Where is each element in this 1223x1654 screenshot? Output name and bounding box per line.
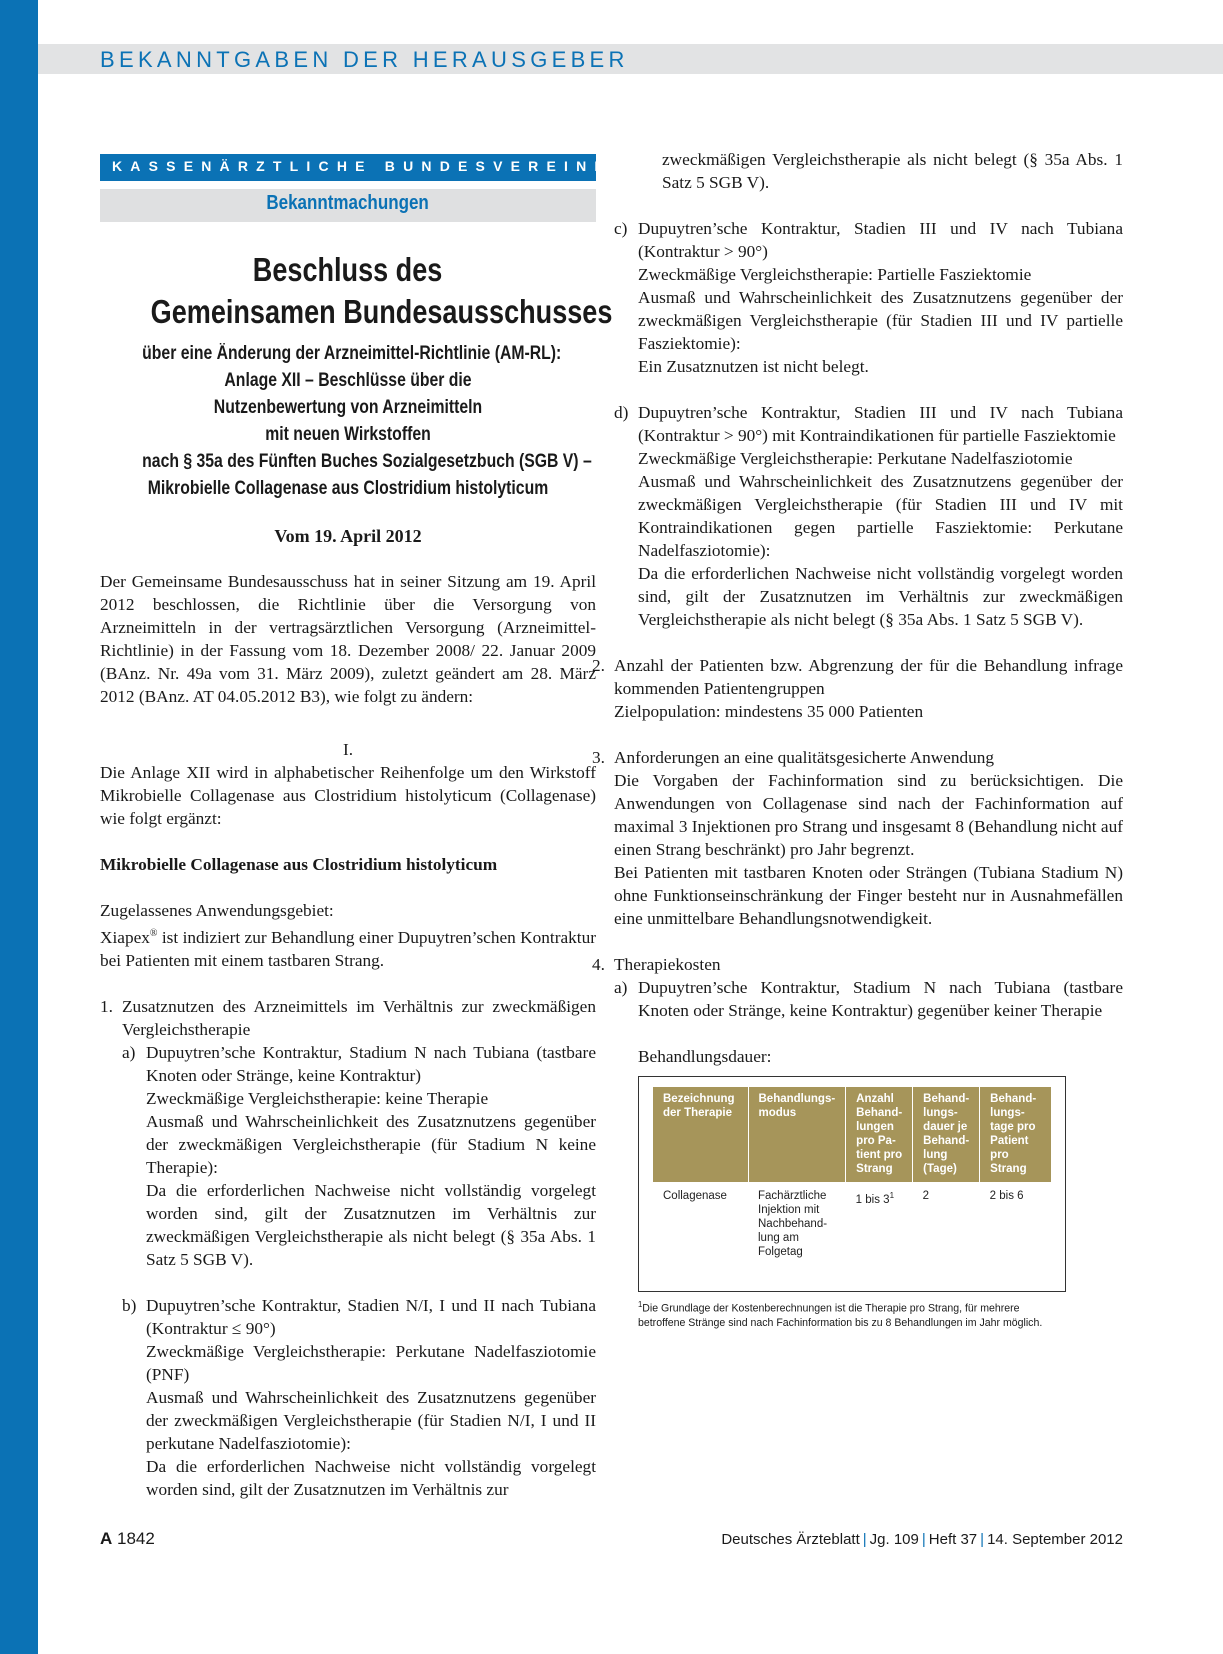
subtitle-line: mit neuen Wirkstoffen: [265, 424, 431, 445]
table-header-cell: Bezeichnung der Therapie: [653, 1087, 748, 1182]
table-header-cell: Behand-lungs-tage pro Patient pro Strang: [980, 1087, 1051, 1182]
cost-table: [653, 1087, 1051, 1266]
list-number: 2.: [592, 656, 605, 675]
sub-item-c: [614, 217, 1123, 378]
list-item-text: Therapiekosten: [614, 955, 721, 974]
sub-item-d: [614, 401, 1123, 631]
page-number-value: 1842: [117, 1529, 155, 1548]
sub-line: Ausmaß und Wahrscheinlichkeit des Zusatznutzens gegenüber der zweckmäßigen Vergleichstherapie (für Stadien III und IV mit Kontraindikationen gegen partielle Fasziektomie: Perkutane Nadelfasziotomie):: [638, 472, 1123, 560]
journal-footer: [721, 1531, 1123, 1548]
sub-number: a): [122, 1042, 136, 1062]
page-number: [100, 1529, 155, 1549]
sub-number: b): [122, 1295, 137, 1315]
list-number: 1.: [100, 996, 113, 1016]
article-date: Vom 19. April 2012: [274, 526, 422, 546]
table-header-cell: Anzahl Behand-lungen pro Pa-tient pro Strang: [846, 1087, 913, 1182]
subtitle-line: Mikrobielle Collagenase aus Clostridium histolyticum: [147, 478, 549, 499]
indication-text: ist indiziert zur Behandlung einer Dupuytren’schen Kontraktur bei Patienten mit einem tastbaren Strang.: [100, 927, 596, 970]
list-item-4: [592, 953, 1123, 1022]
page-prefix: A: [100, 1529, 113, 1548]
sub-number: c): [614, 219, 628, 238]
category-bar: [100, 189, 596, 222]
subtitle-line: über eine Änderung der Arzneimittel-Richtlinie (AM-RL):: [142, 343, 562, 364]
section-header: [38, 44, 1223, 74]
sub-line: Ausmaß und Wahrscheinlichkeit des Zusatznutzens gegenüber der zweckmäßigen Vergleichstherapie (für Stadien N/I, I und II perkutane Nadelfasziotomie):: [146, 1387, 596, 1453]
sub-line: Dupuytren’sche Kontraktur, Stadien N/I, I und II nach Tubiana (Kontraktur ≤ 90°): [146, 1295, 596, 1338]
table-cell: 2 bis 6: [989, 1190, 1024, 1202]
footer-separator: |: [980, 1531, 985, 1548]
duration-label: Behandlungsdauer:: [638, 1047, 772, 1066]
table-cell: Fachärztliche Injektion mit Nachbehand-lung am Folgetag: [758, 1190, 828, 1258]
footnote-text: Die Grundlage der Kostenberechnungen ist die Therapie pro Strang, für mehrere betroffene Stränge sind nach Fachinformation bis zu 8 Behandlungen im Jahr möglich.: [638, 1302, 1043, 1329]
section-header-text: BEKANNTGABEN DER HERAUSGEBER: [100, 47, 629, 72]
list-item-body: [122, 995, 596, 1501]
sub-item-b-continued: [638, 148, 1123, 194]
list-number: 4.: [592, 955, 605, 974]
kbv-label-bar: KASSENÄRZTLICHE BUNDESVEREINIGUNG: [100, 154, 596, 181]
list-item-3: [592, 746, 1123, 930]
subtitle-line: Nutzenbewertung von Arzneimitteln: [213, 397, 483, 418]
sub-line: Da die erforderlichen Nachweise nicht vollständig vorgelegt worden sind, gilt der Zusatznutzen im Verhältnis zur zweckmäßigen Vergleichstherapie als nicht belegt (§ 35a Abs. 1 Satz 5 SGB V).: [638, 564, 1123, 629]
sub-line: Zweckmäßige Vergleichstherapie: Perkutane Nadelfasziotomie (PNF): [146, 1341, 596, 1384]
journal-date: 14. September 2012: [987, 1531, 1123, 1548]
sub-number: a): [614, 978, 628, 997]
journal-name: Deutsches Ärzteblatt: [721, 1531, 860, 1548]
category-label: Bekanntmachungen: [266, 192, 430, 214]
sub-line: Dupuytren’sche Kontraktur, Stadium N nach Tubiana (tastbare Knoten oder Stränge, keine Kontraktur) gegenüber keiner Therapie: [638, 978, 1123, 1020]
table-cell: [846, 1182, 913, 1266]
journal-volume: Jg. 109: [869, 1531, 919, 1548]
right-column: [592, 148, 1123, 1330]
sub-line: Zweckmäßige Vergleichstherapie: Partielle Fasziektomie: [638, 265, 1032, 284]
list-item-text: Anforderungen an eine qualitätsgesicherte Anwendung: [614, 748, 995, 767]
sub-line: Ausmaß und Wahrscheinlichkeit des Zusatznutzens gegenüber der zweckmäßigen Vergleichstherapie (für Stadium N keine Therapie):: [146, 1111, 596, 1177]
sub-item-4a: [614, 976, 1123, 1022]
registered-mark: ®: [149, 928, 158, 939]
subtitle-line: nach § 35a des Fünften Buches Sozialgesetzbuch (SGB V) –: [142, 451, 592, 472]
sub-line: Da die erforderlichen Nachweise nicht vollständig vorgelegt worden sind, gilt der Zusatznutzen im Verhältnis zur zweckmäßigen Vergleichstherapie als nicht belegt (§ 35a Abs. 1 Satz 5 SGB V).: [146, 1180, 596, 1269]
table-row: [653, 1182, 1051, 1266]
footnote-mark: 1: [638, 1300, 643, 1309]
footnote-ref: 1: [889, 1191, 895, 1200]
title-line-1: Beschluss des: [253, 251, 443, 288]
list-item-paragraph: Bei Patienten mit tastbaren Knoten oder Strängen (Tubiana Stadium N) ohne Funktionseinschränkung der Finger besteht nur in Ausnahmefällen eine unmittelbare Behandlungsnotwendigkeit.: [614, 863, 1123, 928]
cost-table-box: [638, 1076, 1066, 1292]
article-subtitle: [100, 340, 596, 502]
list-item-paragraph: Die Vorgaben der Fachinformation sind zu berücksichtigen. Die Anwendungen von Collagenase sind nach der Fachinformation auf maximal 3 Injektionen pro Strang und insgesamt 8 (Behandlung nicht auf einen Strang beschränkt) pro Jahr begrenzt.: [614, 771, 1123, 859]
subtitle-line: Anlage XII – Beschlüsse über die: [224, 370, 472, 391]
sub-line: Dupuytren’sche Kontraktur, Stadien III und IV nach Tubiana (Kontraktur > 90°): [638, 219, 1123, 261]
sub-item-b: [122, 1294, 596, 1501]
footer-separator: |: [862, 1531, 867, 1548]
sub-item-a: [122, 1041, 596, 1271]
sub-line: Dupuytren’sche Kontraktur, Stadien III und IV nach Tubiana (Kontraktur > 90°) mit Kontraindikationen für partielle Fasziektomie: [638, 403, 1123, 445]
table-cell-value: 1 bis 3: [855, 1193, 890, 1206]
table-cell: Collagenase: [663, 1190, 727, 1202]
sub-line: zweckmäßigen Vergleichstherapie als nicht belegt (§ 35a Abs. 1 Satz 5 SGB V).: [662, 150, 1123, 192]
indication-paragraph: [100, 922, 596, 972]
table-header-row: [653, 1087, 1051, 1182]
journal-issue: Heft 37: [928, 1531, 978, 1548]
list-item-2: [592, 654, 1123, 723]
sub-line: Zweckmäßige Vergleichstherapie: Perkutane Nadelfasziotomie: [638, 449, 1073, 468]
indication-label: Zugelassenes Anwendungsgebiet:: [100, 901, 334, 920]
table-header-cell: Behandlungs-modus: [748, 1087, 846, 1182]
intro-paragraph: Der Gemeinsame Bundesausschuss hat in seiner Sitzung am 19. April 2012 beschlossen, die Richtlinie über die Versorgung von Arzneimitteln in der vertragsärztlichen Versorgung (Arzneimittel-Richtlinie) in der Fassung vom 18. Dezember 2008/ 22. Januar 2009 (BAnz. Nr. 49a vom 31. März 2009), zuletzt geändert am 28. März 2012 (BAnz. AT 04.05.2012 B3), wie folgt zu ändern:: [100, 572, 596, 706]
substance-heading: Mikrobielle Collagenase aus Clostridium histolyticum: [100, 855, 498, 874]
sub-line: Dupuytren’sche Kontraktur, Stadium N nach Tubiana (tastbare Knoten oder Stränge, keine Kontraktur): [146, 1042, 596, 1085]
sub-line: Ausmaß und Wahrscheinlichkeit des Zusatznutzens gegenüber der zweckmäßigen Vergleichstherapie (für Stadien III und IV partielle Fasziektomie):: [638, 288, 1123, 353]
list-item-1: [100, 995, 596, 1501]
sub-line: Zweckmäßige Vergleichstherapie: keine Therapie: [146, 1088, 489, 1108]
table-footnote: [638, 1298, 1078, 1330]
list-item-text: Anzahl der Patienten bzw. Abgrenzung der für die Behandlung infrage kommenden Patientengruppen: [614, 656, 1123, 698]
list-number: 3.: [592, 748, 605, 767]
sub-number: d): [614, 403, 629, 422]
left-accent-bar: [0, 0, 38, 1654]
sub-line: Ein Zusatznutzen ist nicht belegt.: [638, 357, 869, 376]
title-line-2: Gemeinsamen Bundesausschusses: [150, 293, 613, 330]
table-cell: 2: [922, 1190, 930, 1202]
table-header-cell: Behand-lungs-dauer je Behand-lung (Tage): [913, 1087, 980, 1182]
list-item-line: Zielpopulation: mindestens 35 000 Patienten: [614, 702, 924, 721]
footer-separator: |: [921, 1531, 926, 1548]
list-item-text: Zusatznutzen des Arzneimittels im Verhältnis zur zweckmäßigen Vergleichstherapie: [122, 996, 596, 1039]
sub-line: Da die erforderlichen Nachweise nicht vollständig vorgelegt worden sind, gilt der Zusatznutzen im Verhältnis zur: [146, 1456, 596, 1499]
part1-paragraph: Die Anlage XII wird in alphabetischer Reihenfolge um den Wirkstoff Mikrobielle Collagenase aus Clostridium histolyticum (Collagenase) wie folgt ergänzt:: [100, 763, 596, 828]
article-title: [100, 249, 613, 333]
roman-numeral: I.: [342, 740, 354, 759]
brand-name: Xiapex: [100, 927, 150, 947]
